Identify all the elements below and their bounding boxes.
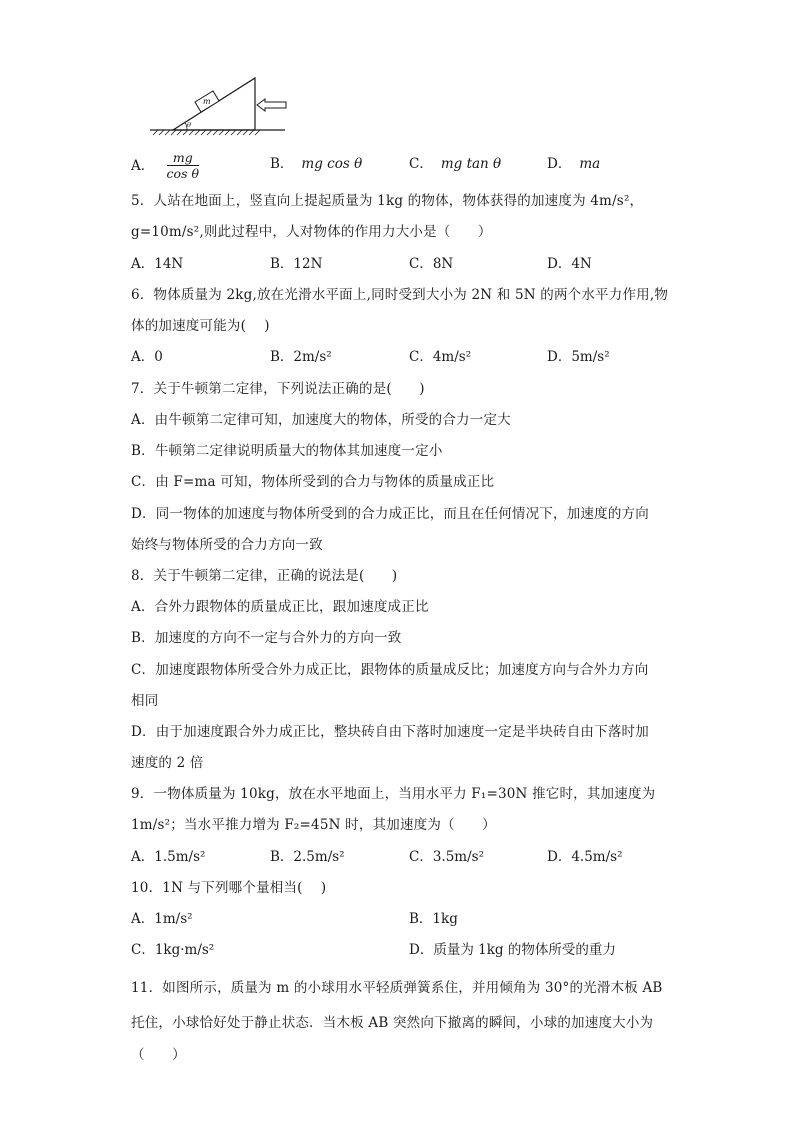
q5-option-b: B．12N <box>270 256 323 272</box>
q7-option-a: A．由牛顿第二定律可知，加速度大的物体，所受的合力一定大 <box>131 412 511 428</box>
q7-option-b: B．牛顿第二定律说明质量大的物体其加速度一定小 <box>131 443 443 459</box>
q9-option-b: B．2.5m/s² <box>270 849 345 865</box>
q11-line2: 托住，小球恰好处于静止状态．当木板 AB 突然向下撤离的瞬间，小球的加速度大小为 <box>131 1015 654 1031</box>
q7-stem: 7．关于牛顿第二定律，下列说法正确的是( ) <box>131 381 425 397</box>
q8-option-c-line1: C．加速度跟物体所受合外力成正比，跟物体的质量成反比；加速度方向与合外力方向 <box>131 662 649 678</box>
q10-stem: 10．1N 与下列哪个量相当( ) <box>131 880 327 896</box>
q7-option-d-line1: D．同一物体的加速度与物体所受到的合力成正比，而且在任何情况下，加速度的方向 <box>131 506 649 522</box>
q6-option-b: B．2m/s² <box>270 349 332 365</box>
q5-option-d: D．4N <box>547 256 592 272</box>
q6-line1: 6．物体质量为 2kg,放在光滑水平面上,同时受到大小为 2N 和 5N 的两个水平力作用,物 <box>131 287 669 303</box>
q9-line2: 1m/s²；当水平推力增为 F₂=45N 时，其加速度为（ ） <box>131 817 496 833</box>
q8-option-d-line2: 速度的 2 倍 <box>131 755 204 771</box>
q5-line1: 5．人站在地面上，竖直向上提起质量为 1kg 的物体，物体获得的加速度为 4m/s²， <box>131 193 644 209</box>
q4-option-b: B． mg cos θ <box>270 156 363 172</box>
q10-option-a: A．1m/s² <box>131 911 193 927</box>
q8-option-a: A．合外力跟物体的质量成正比，跟加速度成正比 <box>131 599 429 615</box>
q9-option-d: D．4.5m/s² <box>547 849 623 865</box>
q9-option-c: C．3.5m/s² <box>409 849 484 865</box>
q8-option-c-line2: 相同 <box>131 693 159 709</box>
mass-label: m <box>203 97 211 106</box>
q6-line2: 体的加速度可能为( ) <box>131 318 270 334</box>
q11-line3: （ ） <box>131 1047 186 1063</box>
q5-option-c: C．8N <box>409 256 454 272</box>
q5-line2: g=10m/s²,则此过程中，人对物体的作用力大小是（ ） <box>131 224 492 240</box>
ground-hatch <box>153 130 260 135</box>
q8-stem: 8．关于牛顿第二定律，正确的说法是( ) <box>131 568 398 584</box>
q4-option-a: A． $\frac{mg}{\text{cos θ}}$ <box>131 150 199 181</box>
incline-figure <box>145 70 295 145</box>
q10-option-b: B．1kg <box>409 911 458 927</box>
q8-option-b: B．加速度的方向不一定与合外力的方向一致 <box>131 630 402 646</box>
q4-option-c: C． mg tan θ <box>409 156 502 172</box>
q6-option-d: D．5m/s² <box>547 349 610 365</box>
q9-option-a: A．1.5m/s² <box>131 849 206 865</box>
q5-option-a: A．14N <box>131 256 184 272</box>
q10-option-c: C．1kg·m/s² <box>131 942 215 958</box>
q7-option-c: C．由 F=ma 可知，物体所受到的合力与物体的质量成正比 <box>131 474 495 490</box>
q7-option-d-line2: 始终与物体所受的合力方向一致 <box>131 537 323 553</box>
q4-option-d: D． ma <box>547 156 601 172</box>
angle-label: θ <box>187 121 191 129</box>
q9-line1: 9．一物体质量为 10kg，放在水平地面上，当用水平力 F₁=30N 推它时，其加速度为 <box>131 786 656 802</box>
q4-option-a-fraction: $\frac{mg}{\text{cos θ}}$ <box>166 150 199 181</box>
q10-option-d: D．质量为 1kg 的物体所受的重力 <box>409 942 616 958</box>
q11-line1: 11．如图所示，质量为 m 的小球用水平轻质弹簧系住，并用倾角为 30°的光滑木板 AB <box>131 980 663 996</box>
q6-option-a: A．0 <box>131 349 163 365</box>
q8-option-d-line1: D．由于加速度跟合外力成正比，整块砖自由下落时加速度一定是半块砖自由下落时加 <box>131 724 649 740</box>
push-arrow-icon <box>257 99 286 111</box>
q6-option-c: C．4m/s² <box>409 349 472 365</box>
